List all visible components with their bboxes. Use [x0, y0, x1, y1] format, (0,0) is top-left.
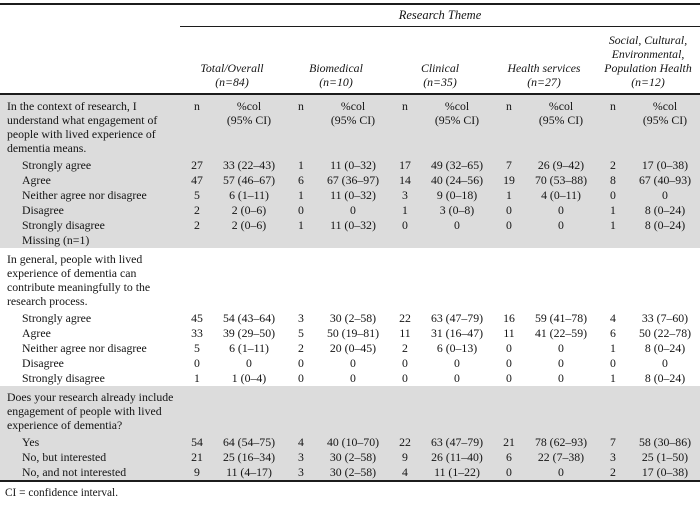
- cell-pct-ci: 26 (9–42): [537, 158, 585, 172]
- cell-n: 27: [191, 158, 203, 172]
- cell-n: 3: [298, 450, 304, 464]
- subheader-pct-ci: %col (95% CI): [226, 99, 272, 127]
- cell-pct-ci: 0: [454, 218, 460, 232]
- cell-n: 0: [298, 356, 304, 370]
- cell-n: 1: [194, 371, 200, 385]
- subheader-pct-ci: %col (95% CI): [330, 99, 376, 127]
- cell-pct-ci: 40 (24–56): [430, 173, 484, 187]
- cell-pct-ci: 6 (1–11): [229, 188, 269, 202]
- cell-pct-ci: 25 (16–34): [222, 450, 276, 464]
- cell-pct-ci: 67 (36–97): [326, 173, 380, 187]
- cell-n: 1: [402, 203, 408, 217]
- cell-n: 0: [298, 371, 304, 385]
- cell-n: 22: [399, 311, 411, 325]
- row-label: Disagree: [22, 203, 64, 217]
- cell-pct-ci: 20 (0–45): [329, 341, 377, 355]
- cell-n: 16: [503, 311, 515, 325]
- table-row: [0, 311, 700, 326]
- cell-n: [388, 233, 422, 248]
- column-header-5: Social, Cultural, Environmental, Population Health (n=12): [596, 33, 700, 89]
- cell-n: 0: [402, 371, 408, 385]
- row-label: Disagree: [22, 356, 64, 370]
- row-label: Strongly disagree: [22, 371, 105, 385]
- question-row: [0, 248, 700, 311]
- cell-pct-ci: 17 (0–38): [641, 158, 689, 172]
- cell-pct-ci: 30 (2–58): [329, 465, 377, 479]
- cell-n: 3: [610, 450, 616, 464]
- cell-pct-ci: 0: [558, 356, 564, 370]
- cell-pct-ci: 0: [558, 203, 564, 217]
- cell-n: 9: [402, 450, 408, 464]
- cell-pct-ci: 11 (4–17): [226, 465, 272, 479]
- cell-pct-ci: 4 (0–11): [541, 188, 581, 202]
- cell-pct-ci: 64 (54–75): [222, 435, 276, 449]
- cell-pct-ci: 0: [662, 188, 668, 202]
- cell-pct-ci: 11 (0–32): [330, 158, 376, 172]
- column-header-1: Total/Overall (n=84): [180, 61, 284, 89]
- cell-pct-ci: 8 (0–24): [644, 341, 686, 355]
- cell-pct-ci: 0: [558, 371, 564, 385]
- cell-n: 1: [610, 371, 616, 385]
- cell-n: 33: [191, 326, 203, 340]
- cell-pct-ci: 63 (47–79): [430, 435, 484, 449]
- cell-pct-ci: 6 (0–13): [436, 341, 478, 355]
- research-theme-span: [180, 5, 700, 93]
- cell-n: 8: [610, 173, 616, 187]
- cell-pct-ci: 25 (1–50): [641, 450, 689, 464]
- cell-pct-ci: 31 (16–47): [430, 326, 484, 340]
- cell-n: 0: [610, 356, 616, 370]
- cell-pct-ci: 70 (53–88): [534, 173, 588, 187]
- cell-n: 0: [506, 465, 512, 479]
- question-column-spacer: [0, 5, 180, 93]
- cell-n: 0: [506, 341, 512, 355]
- question-block-3: [0, 386, 700, 480]
- cell-pct-ci: 0: [350, 356, 356, 370]
- subheader-n: n: [610, 99, 616, 113]
- cell-pct-ci: 33 (7–60): [641, 311, 689, 325]
- cell-pct-ci: 63 (47–79): [430, 311, 484, 325]
- row-label: Yes: [22, 435, 40, 449]
- table-header: [0, 5, 700, 93]
- cell-pct-ci: 54 (43–64): [222, 311, 276, 325]
- cell-n: 1: [610, 341, 616, 355]
- cell-n: 0: [506, 356, 512, 370]
- cell-pct-ci: 0: [350, 203, 356, 217]
- subheader-pct-ci: %col (95% CI): [434, 99, 480, 127]
- question-row: [0, 95, 700, 158]
- cell-n: 3: [298, 311, 304, 325]
- question-text: In the context of research, I understand what engagement of people with lived experience of dementia means.: [7, 99, 158, 155]
- cell-pct-ci: [318, 233, 388, 248]
- cell-n: 22: [399, 435, 411, 449]
- cell-pct-ci: 30 (2–58): [329, 450, 377, 464]
- cell-n: 0: [402, 218, 408, 232]
- table-row: [0, 188, 700, 203]
- cell-pct-ci: 0: [558, 465, 564, 479]
- cell-pct-ci: [630, 233, 700, 248]
- cell-n: 6: [506, 450, 512, 464]
- cell-pct-ci: 0: [454, 371, 460, 385]
- cell-pct-ci: 2 (0–6): [231, 218, 267, 232]
- cell-pct-ci: 11 (0–32): [330, 188, 376, 202]
- question-text: Does your research already include engagement of people with lived experience of dementia?: [7, 390, 174, 432]
- row-label: Agree: [22, 326, 51, 340]
- subheader-pct-ci: %col (95% CI): [538, 99, 584, 127]
- row-label: No, but interested: [22, 450, 107, 464]
- cell-n: 45: [191, 311, 203, 325]
- cell-pct-ci: 40 (10–70): [326, 435, 380, 449]
- cell-n: 5: [194, 188, 200, 202]
- row-label: Strongly disagree: [22, 218, 105, 232]
- column-n-count: (n=35): [423, 75, 457, 89]
- cell-pct-ci: 67 (40–93): [638, 173, 692, 187]
- cell-n: 0: [610, 188, 616, 202]
- table-row: [0, 218, 700, 233]
- column-n-count: (n=84): [215, 75, 249, 89]
- cell-n: 11: [399, 326, 411, 340]
- cell-n: [284, 233, 318, 248]
- cell-pct-ci: 41 (22–59): [534, 326, 588, 340]
- cell-n: 2: [298, 341, 304, 355]
- cell-n: [180, 233, 214, 248]
- cell-pct-ci: 0: [662, 356, 668, 370]
- footnote: CI = confidence interval.: [5, 487, 119, 499]
- cell-pct-ci: 0: [246, 356, 252, 370]
- row-label: Agree: [22, 173, 51, 187]
- cell-n: [492, 233, 526, 248]
- cell-pct-ci: [422, 233, 492, 248]
- cell-pct-ci: 11 (1–22): [434, 465, 480, 479]
- cell-pct-ci: 1 (0–4): [231, 371, 267, 385]
- cell-n: 0: [402, 356, 408, 370]
- row-label: Neither agree nor disagree: [22, 188, 147, 202]
- row-label: Neither agree nor disagree: [22, 341, 147, 355]
- column-n-count: (n=27): [527, 75, 561, 89]
- cell-pct-ci: 0: [350, 371, 356, 385]
- cell-n: 0: [506, 371, 512, 385]
- cell-n: 1: [506, 188, 512, 202]
- table-row: [0, 435, 700, 450]
- cell-n: 1: [298, 188, 304, 202]
- cell-pct-ci: 0: [454, 356, 460, 370]
- cell-pct-ci: 57 (46–67): [222, 173, 276, 187]
- cell-n: 1: [610, 218, 616, 232]
- cell-pct-ci: 78 (62–93): [534, 435, 588, 449]
- cell-n: 5: [298, 326, 304, 340]
- cell-pct-ci: 17 (0–38): [641, 465, 689, 479]
- cell-pct-ci: 8 (0–24): [644, 371, 686, 385]
- cell-n: 19: [503, 173, 515, 187]
- cell-n: 5: [194, 341, 200, 355]
- cell-n: 3: [402, 188, 408, 202]
- cell-pct-ci: 50 (19–81): [326, 326, 380, 340]
- cell-pct-ci: [526, 233, 596, 248]
- table-row: [0, 465, 700, 480]
- cell-n: 11: [503, 326, 515, 340]
- row-label: Strongly agree: [22, 311, 92, 325]
- table-row: [0, 356, 700, 371]
- cell-pct-ci: 11 (0–32): [330, 218, 376, 232]
- cell-pct-ci: 0: [558, 218, 564, 232]
- spanner-research-theme: Research Theme: [180, 5, 700, 27]
- table-row: [0, 326, 700, 341]
- cell-n: 0: [506, 218, 512, 232]
- subheader-n: n: [194, 99, 200, 113]
- cell-n: 9: [194, 465, 200, 479]
- cell-pct-ci: [214, 233, 284, 248]
- cell-pct-ci: 26 (11–40): [431, 450, 483, 464]
- cell-n: 0: [298, 203, 304, 217]
- cell-pct-ci: 22 (7–38): [537, 450, 585, 464]
- column-headers: [180, 27, 700, 93]
- question-block-2: [0, 248, 700, 386]
- cell-n: 21: [503, 435, 515, 449]
- question-block-1: [0, 95, 700, 248]
- cell-pct-ci: 49 (32–65): [430, 158, 484, 172]
- table-row: [0, 173, 700, 188]
- cell-pct-ci: 39 (29–50): [222, 326, 276, 340]
- cell-pct-ci: 6 (1–11): [229, 341, 269, 355]
- row-label: Missing (n=1): [22, 233, 90, 247]
- cell-pct-ci: 59 (41–78): [534, 311, 588, 325]
- cell-n: 47: [191, 173, 203, 187]
- table-row: [0, 233, 700, 248]
- cell-pct-ci: 3 (0–8): [439, 203, 475, 217]
- cell-n: 0: [506, 203, 512, 217]
- cell-pct-ci: 30 (2–58): [329, 311, 377, 325]
- cell-n: 21: [191, 450, 203, 464]
- row-label: No, and not interested: [22, 465, 127, 479]
- cell-n: 1: [298, 218, 304, 232]
- cell-n: 4: [610, 311, 616, 325]
- cell-n: 2: [194, 218, 200, 232]
- cell-n: 1: [610, 203, 616, 217]
- cell-pct-ci: 0: [558, 341, 564, 355]
- column-header-2: Biomedical (n=10): [284, 61, 388, 89]
- question-text: In general, people with lived experience of dementia can contribute meaningfully to the research process.: [7, 252, 151, 308]
- row-label: Strongly agree: [22, 158, 92, 172]
- table-row: [0, 203, 700, 218]
- column-header-4: Health services (n=27): [492, 61, 596, 89]
- cell-n: 4: [402, 465, 408, 479]
- cell-n: 2: [402, 341, 408, 355]
- table-row: [0, 158, 700, 173]
- cell-n: 4: [298, 435, 304, 449]
- column-n-count: (n=10): [319, 75, 353, 89]
- column-header-3: Clinical (n=35): [388, 61, 492, 89]
- table-body: [0, 95, 700, 480]
- cell-n: 2: [610, 158, 616, 172]
- cell-pct-ci: 8 (0–24): [644, 203, 686, 217]
- cell-pct-ci: 2 (0–6): [231, 203, 267, 217]
- cell-n: 2: [194, 203, 200, 217]
- table-row: [0, 371, 700, 386]
- cell-n: 7: [506, 158, 512, 172]
- table-row: [0, 341, 700, 356]
- cell-n: 17: [399, 158, 411, 172]
- question-row: [0, 386, 700, 435]
- cell-n: 6: [610, 326, 616, 340]
- cell-pct-ci: 33 (22–43): [222, 158, 276, 172]
- cell-n: 1: [298, 158, 304, 172]
- subheader-n: n: [506, 99, 512, 113]
- cell-n: 0: [194, 356, 200, 370]
- cell-n: 54: [191, 435, 203, 449]
- column-n-count: (n=12): [631, 75, 665, 89]
- cell-pct-ci: 9 (0–18): [436, 188, 478, 202]
- subheader-n: n: [402, 99, 408, 113]
- cell-n: 7: [610, 435, 616, 449]
- cell-n: 2: [610, 465, 616, 479]
- subheader-n: n: [298, 99, 304, 113]
- cell-pct-ci: 8 (0–24): [644, 218, 686, 232]
- cell-n: [596, 233, 630, 248]
- table-row: [0, 450, 700, 465]
- cell-pct-ci: 50 (22–78): [638, 326, 692, 340]
- subheader-pct-ci: %col (95% CI): [642, 99, 688, 127]
- cell-n: 3: [298, 465, 304, 479]
- cell-n: 6: [298, 173, 304, 187]
- cell-n: 14: [399, 173, 411, 187]
- cell-pct-ci: 58 (30–86): [638, 435, 692, 449]
